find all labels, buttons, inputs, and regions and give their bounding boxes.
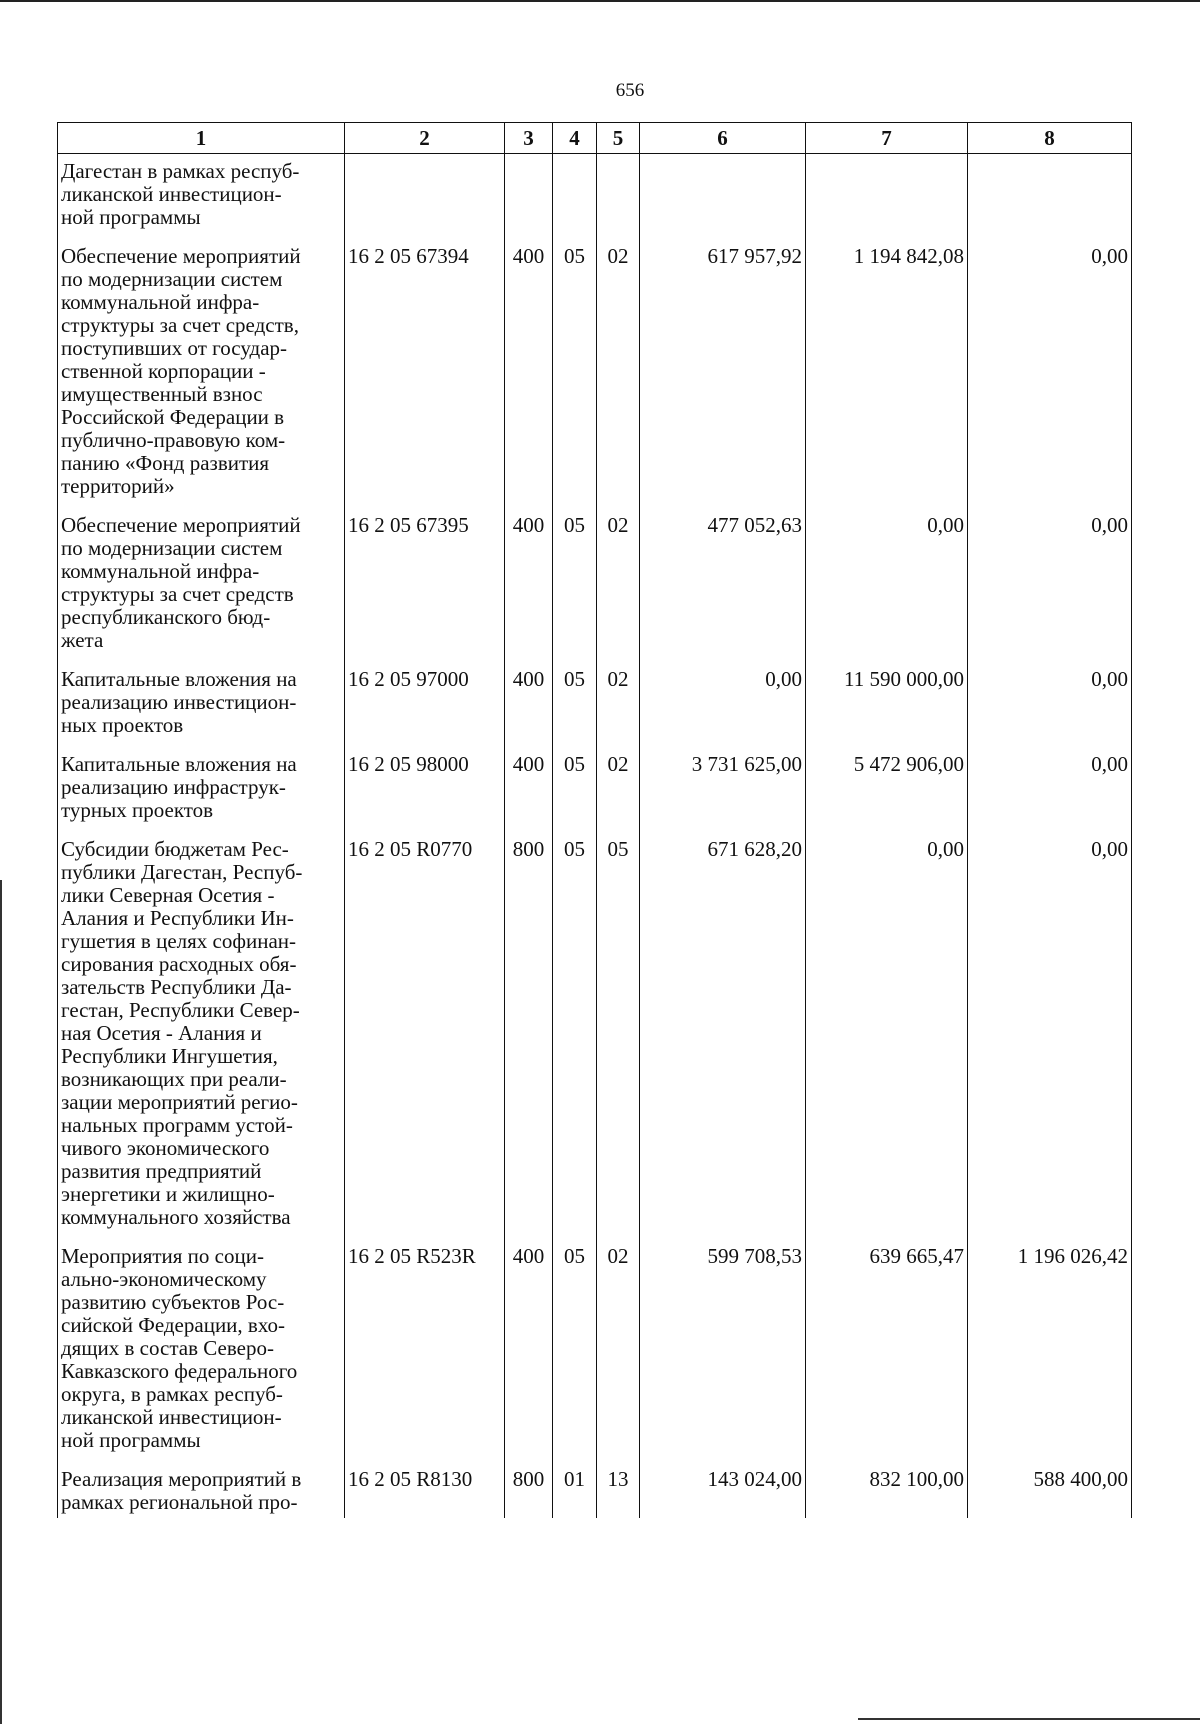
item-name-cell — [58, 1233, 345, 1456]
item-name-line: Субсидии бюджетам Рес- — [61, 837, 289, 861]
table-row — [58, 826, 1132, 1233]
amount-col-8-cell: 0,00 — [968, 502, 1132, 656]
amount-col-7-cell: 639 665,47 — [806, 1233, 968, 1456]
amount-col-6-cell: 143 024,00 — [640, 1456, 806, 1518]
expense-code-cell — [345, 154, 505, 234]
expense-code-cell: 16 2 05 97000 — [345, 656, 505, 741]
item-name-line: гушетия в целях софинан- — [61, 929, 296, 953]
table-row — [58, 1233, 1132, 1456]
header-col-1: 1 — [58, 123, 345, 154]
type-code-cell: 400 — [505, 502, 553, 656]
amount-col-6-cell: 617 957,92 — [640, 233, 806, 502]
item-name-line: реализацию инвестицион- — [61, 690, 297, 714]
section-cell: 05 — [553, 502, 597, 656]
item-name-line: структуры за счет средств, — [61, 313, 299, 337]
scan-border-bottom — [858, 1718, 1200, 1720]
subsection-cell: 02 — [597, 233, 640, 502]
expense-code-cell: 16 2 05 R0770 — [345, 826, 505, 1233]
item-name-line: жета — [61, 628, 104, 652]
item-name-line: гестан, Республики Север- — [61, 998, 300, 1022]
item-name-cell — [58, 1456, 345, 1518]
item-name-line: структуры за счет средств — [61, 582, 294, 606]
header-col-8: 8 — [968, 123, 1132, 154]
item-name-line: энергетики и жилищно- — [61, 1182, 275, 1206]
item-name-line: зательств Республики Да- — [61, 975, 292, 999]
subsection-cell — [597, 154, 640, 234]
amount-col-8-cell: 0,00 — [968, 233, 1132, 502]
item-name-line: ных проектов — [61, 713, 184, 737]
item-name-cell — [58, 741, 345, 826]
item-name-line: Капитальные вложения на — [61, 752, 297, 776]
item-name-line: Обеспечение мероприятий — [61, 513, 301, 537]
item-name-line: турных проектов — [61, 798, 214, 822]
item-name-line: ликанской инвестицион- — [61, 1405, 282, 1429]
item-name-line: Капитальные вложения на — [61, 667, 297, 691]
item-name-line: имущественный взнос — [61, 382, 263, 406]
subsection-cell: 05 — [597, 826, 640, 1233]
section-cell: 05 — [553, 826, 597, 1233]
amount-col-8-cell: 0,00 — [968, 741, 1132, 826]
type-code-cell: 800 — [505, 826, 553, 1233]
header-col-4: 4 — [553, 123, 597, 154]
table-row — [58, 502, 1132, 656]
item-name-line: реализацию инфраструк- — [61, 775, 286, 799]
type-code-cell: 400 — [505, 741, 553, 826]
type-code-cell: 800 — [505, 1456, 553, 1518]
amount-col-8-cell: 0,00 — [968, 826, 1132, 1233]
amount-col-7-cell: 832 100,00 — [806, 1456, 968, 1518]
item-name-line: ликанской инвестицион- — [61, 182, 282, 206]
amount-col-8-cell — [968, 154, 1132, 234]
header-col-2: 2 — [345, 123, 505, 154]
section-cell: 01 — [553, 1456, 597, 1518]
table-row — [58, 233, 1132, 502]
item-name-line: Дагестан в рамках респуб- — [61, 159, 300, 183]
table-header — [58, 123, 1132, 154]
amount-col-7-cell — [806, 154, 968, 234]
amount-col-6-cell: 3 731 625,00 — [640, 741, 806, 826]
item-name-line: сирования расходных обя- — [61, 952, 297, 976]
scan-border-left — [0, 880, 2, 1724]
item-name-line: Республики Ингушетия, — [61, 1044, 278, 1068]
section-cell: 05 — [553, 1233, 597, 1456]
item-name-line: дящих в состав Северо- — [61, 1336, 274, 1360]
item-name-cell — [58, 656, 345, 741]
amount-col-6-cell — [640, 154, 806, 234]
amount-col-6-cell: 477 052,63 — [640, 502, 806, 656]
item-name-line: Российской Федерации в — [61, 405, 285, 429]
amount-col-8-cell: 588 400,00 — [968, 1456, 1132, 1518]
type-code-cell: 400 — [505, 656, 553, 741]
item-name-line: зации мероприятий регио- — [61, 1090, 298, 1114]
item-name-line: ственной корпорации - — [61, 359, 266, 383]
amount-col-6-cell: 671 628,20 — [640, 826, 806, 1233]
page-number: 656 — [615, 80, 645, 101]
item-name-line: по модернизации систем — [61, 536, 283, 560]
item-name-line: нальных программ устой- — [61, 1113, 293, 1137]
item-name-line: развитию субъектов Рос- — [61, 1290, 285, 1314]
header-col-3: 3 — [505, 123, 553, 154]
item-name-line: Кавказского федерального — [61, 1359, 298, 1383]
type-code-cell — [505, 154, 553, 234]
item-name-line: по модернизации систем — [61, 267, 283, 291]
item-name-line: Алания и Республики Ин- — [61, 906, 294, 930]
item-name-line: поступивших от государ- — [61, 336, 288, 360]
item-name-line: возникающих при реали- — [61, 1067, 287, 1091]
subsection-cell: 02 — [597, 502, 640, 656]
amount-col-7-cell: 5 472 906,00 — [806, 741, 968, 826]
scan-border-top — [0, 0, 1200, 2]
amount-col-7-cell: 11 590 000,00 — [806, 656, 968, 741]
amount-col-6-cell: 0,00 — [640, 656, 806, 741]
budget-table — [57, 122, 1132, 1518]
item-name-line: округа, в рамках респуб- — [61, 1382, 283, 1406]
item-name-line: ной программы — [61, 205, 201, 229]
table-row — [58, 1456, 1132, 1518]
item-name-line: лики Северная Осетия - — [61, 883, 275, 907]
amount-col-7-cell: 0,00 — [806, 826, 968, 1233]
amount-col-7-cell: 0,00 — [806, 502, 968, 656]
table-row — [58, 656, 1132, 741]
item-name-line: коммунальной инфра- — [61, 559, 260, 583]
type-code-cell: 400 — [505, 1233, 553, 1456]
subsection-cell: 02 — [597, 1233, 640, 1456]
section-cell — [553, 154, 597, 234]
amount-col-6-cell: 599 708,53 — [640, 1233, 806, 1456]
expense-code-cell: 16 2 05 67394 — [345, 233, 505, 502]
item-name-line: развития предприятий — [61, 1159, 262, 1183]
item-name-cell — [58, 826, 345, 1233]
item-name-line: Мероприятия по соци- — [61, 1244, 264, 1268]
expense-code-cell: 16 2 05 R523R — [345, 1233, 505, 1456]
item-name-line: ная Осетия - Алания и — [61, 1021, 262, 1045]
item-name-line: сийской Федерации, вхо- — [61, 1313, 286, 1337]
amount-col-8-cell: 0,00 — [968, 656, 1132, 741]
item-name-line: чивого экономического — [61, 1136, 270, 1160]
header-col-5: 5 — [597, 123, 640, 154]
expense-code-cell: 16 2 05 R8130 — [345, 1456, 505, 1518]
item-name-line: публично-правовую ком- — [61, 428, 286, 452]
expense-code-cell: 16 2 05 98000 — [345, 741, 505, 826]
item-name-line: республиканского бюд- — [61, 605, 271, 629]
type-code-cell: 400 — [505, 233, 553, 502]
item-name-line: ально-экономическому — [61, 1267, 267, 1291]
subsection-cell: 13 — [597, 1456, 640, 1518]
expense-code-cell: 16 2 05 67395 — [345, 502, 505, 656]
item-name-cell — [58, 502, 345, 656]
section-cell: 05 — [553, 656, 597, 741]
item-name-line: ной программы — [61, 1428, 201, 1452]
item-name-line: панию «Фонд развития — [61, 451, 270, 475]
item-name-cell — [58, 233, 345, 502]
item-name-line: Реализация мероприятий в — [61, 1467, 302, 1491]
item-name-line: территорий» — [61, 474, 175, 498]
subsection-cell: 02 — [597, 656, 640, 741]
section-cell: 05 — [553, 741, 597, 826]
header-col-7: 7 — [806, 123, 968, 154]
table-row — [58, 154, 1132, 234]
table-body — [58, 154, 1132, 1519]
item-name-cell — [58, 154, 345, 234]
section-cell: 05 — [553, 233, 597, 502]
subsection-cell: 02 — [597, 741, 640, 826]
item-name-line: Обеспечение мероприятий — [61, 244, 301, 268]
item-name-line: коммунальной инфра- — [61, 290, 260, 314]
header-row — [58, 123, 1132, 154]
item-name-line: публики Дагестан, Респуб- — [61, 860, 303, 884]
amount-col-8-cell: 1 196 026,42 — [968, 1233, 1132, 1456]
item-name-line: коммунального хозяйства — [61, 1205, 291, 1229]
item-name-line: рамках региональной про- — [61, 1490, 298, 1514]
header-col-6: 6 — [640, 123, 806, 154]
amount-col-7-cell: 1 194 842,08 — [806, 233, 968, 502]
table-row — [58, 741, 1132, 826]
